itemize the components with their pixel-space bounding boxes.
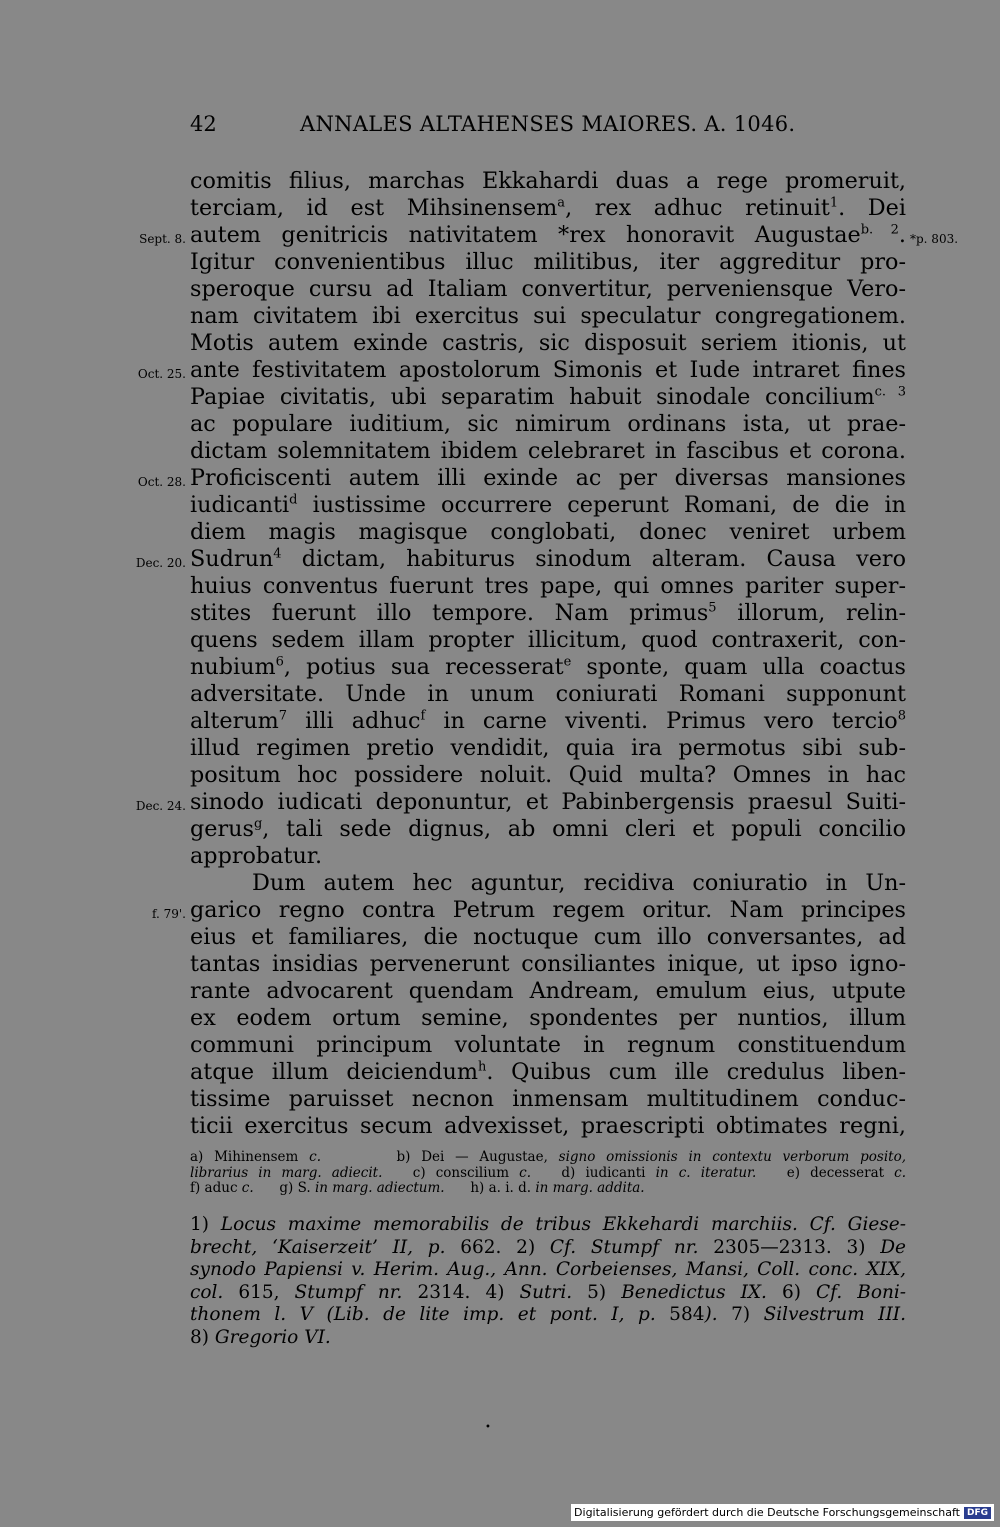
text-line: ex eodem ortum semine, spondentes per nuntios, illum <box>190 1005 906 1031</box>
dfg-logo-icon: DFG <box>964 1507 991 1519</box>
text-line: nubium$^6$, potius sua recesserat$^e$ sponte, quam ulla coactus <box>190 654 906 680</box>
text-line: diem magis magisque conglobati, donec veniret urbem <box>190 519 906 545</box>
text-line: adversitate. Unde in unum coniurati Romani supponunt <box>190 681 906 707</box>
footnote-line: thonem l. V (Lib. de lite imp. et pont. I, p. 584). 7) Silvestrum III. <box>190 1304 906 1325</box>
text-line: Dec. 24. sinodo iudicati deponuntur, et Pabinbergensis praesul Suiti- <box>190 789 906 816</box>
text-line: f. 79'. garico regno contra Petrum regem oritur. Nam principes <box>190 897 906 924</box>
footer-text: Digitalisierung gefördert durch die Deutsche Forschungsgemeinschaft <box>574 1506 960 1519</box>
footnote-line: col. 615, Stumpf nr. 2314. 4) Sutri. 5) Benedictus IX. 6) Cf. Boni- <box>190 1281 907 1303</box>
footnote-line: brecht, ‘Kaiserzeit’ II, p. 662. 2) Cf. Stumpf nr. 2305—2313. 3) De <box>190 1236 906 1258</box>
text-line: iudicanti$^d$ iustissime occurrere ceperunt Romani, de die in <box>190 492 906 518</box>
text-line: positum hoc possidere noluit. Quid multa? Omnes in hac <box>190 762 906 788</box>
text-line: stites fuerunt illo tempore. Nam primus$^5$ illorum, relin- <box>190 600 906 626</box>
page-mark: • <box>485 1422 491 1433</box>
apparatus-line: librarius in marg. adiecit. c) conscilium c. d) iudicanti in c. iteratur. e) decesserat c. <box>190 1164 907 1181</box>
footnote-line: 1) Locus maxime memorabilis de tribus Ekkehardi marchiis. Cf. Giese- <box>190 1214 907 1235</box>
text-line: approbatur. <box>190 843 323 869</box>
margin-date: Oct. 28. <box>137 475 186 489</box>
text-line: Motis autem exinde castris, sic disposuit seriem itionis, ut <box>190 330 906 356</box>
margin-date: Dec. 20. <box>135 556 186 570</box>
margin-date: Sept. 8. <box>139 232 186 246</box>
text-line: Sept. 8. autem genitricis nativitatem *rex honoravit Augustae$^{b. 2}$. *p. 803. <box>190 222 906 249</box>
text-line: gerus$^g$, tali sede dignus, ab omni cleri et populi concilio <box>190 816 906 842</box>
footnote-line: 8) Gregorio VI. <box>190 1326 331 1348</box>
text-line: alterum$^7$ illi adhuc$^f$ in carne viventi. Primus vero tercio$^8$ <box>190 708 906 734</box>
text-line: Dum autem hec aguntur, recidiva coniuratio in Un- <box>252 870 906 896</box>
margin-folio: f. 79'. <box>151 907 186 921</box>
text-line: nam civitatem ibi exercitus sui speculatur congregationem. <box>190 303 906 329</box>
page-number: 42 <box>190 112 217 136</box>
text-line: speroque cursu ad Italiam convertitur, perveniensque Vero- <box>190 276 906 302</box>
text-line: quens sedem illam propter illicitum, quod contraxerit, con- <box>190 627 906 653</box>
text-line: tissime paruisset necnon inmensam multitudinem conduc- <box>190 1086 906 1112</box>
text-line: Igitur convenientibus illuc militibus, iter aggreditur pro- <box>190 249 906 275</box>
text-line: rante advocarent quendam Andream, emulum eius, utpute <box>190 978 906 1004</box>
main-text <box>135 168 959 1140</box>
running-title: ANNALES ALTAHENSES MAIORES. A. 1046. <box>300 112 796 136</box>
text-line: ticii exercitus secum advexisset, praescripti obtimates regni, <box>190 1113 906 1139</box>
text-line: dictam solemnitatem ibidem celebraret in fascibus et corona. <box>190 438 906 464</box>
digitization-footer <box>571 1504 994 1521</box>
text-line: huius conventus fuerunt tres pape, qui omnes pariter super- <box>190 573 906 599</box>
text-line: Oct. 28. Proficiscenti autem illi exinde ac per diversas mansiones <box>190 465 906 492</box>
text-line: Dec. 20. Sudrun$^4$ dictam, habiturus sinodum alteram. Causa vero <box>190 546 906 573</box>
text-line: eius et familiares, die noctuque cum illo conversantes, ad <box>190 924 906 950</box>
footnote-line: synodo Papiensi v. Herim. Aug., Ann. Corbeienses, Mansi, Coll. conc. XIX, <box>190 1259 906 1280</box>
text-line: tantas insidias pervenerunt consiliantes inique, ut ipso igno- <box>190 951 906 977</box>
text-line: Papiae civitatis, ubi separatim habuit sinodale concilium$^{c. 3}$ <box>190 384 906 410</box>
footnotes <box>190 1214 906 1349</box>
text-line: comitis filius, marchas Ekkahardi duas a rege promeruit, <box>190 168 906 194</box>
critical-apparatus <box>190 1150 906 1197</box>
text-line: ac populare iuditium, sic nimirum ordinans ista, ut prae- <box>190 411 906 437</box>
text-line: atque illum deiciendum$^h$. Quibus cum ille credulus liben- <box>190 1059 907 1085</box>
text-line: terciam, id est Mihsinensem$^a$, rex adhuc retinuit$^1$. Dei <box>190 195 907 221</box>
margin-date: Oct. 25. <box>137 367 186 381</box>
apparatus-line: a) Mihinensem c. b) Dei — Augustae, signo omissionis in contextu verborum posito, <box>190 1149 906 1165</box>
margin-page-ref: *p. 803. <box>910 232 959 246</box>
text-line: Oct. 25. ante festivitatem apostolorum Simonis et Iude intraret fines <box>190 357 906 384</box>
margin-date: Dec. 24. <box>135 799 186 813</box>
apparatus-line: f) aduc c. g) S. in marg. adiectum. h) a. i. d. in marg. addita. <box>190 1180 645 1196</box>
text-line: illud regimen pretio vendidit, quia ira permotus sibi sub- <box>190 735 906 761</box>
text-line: communi principum voluntate in regnum constituendum <box>190 1032 906 1058</box>
